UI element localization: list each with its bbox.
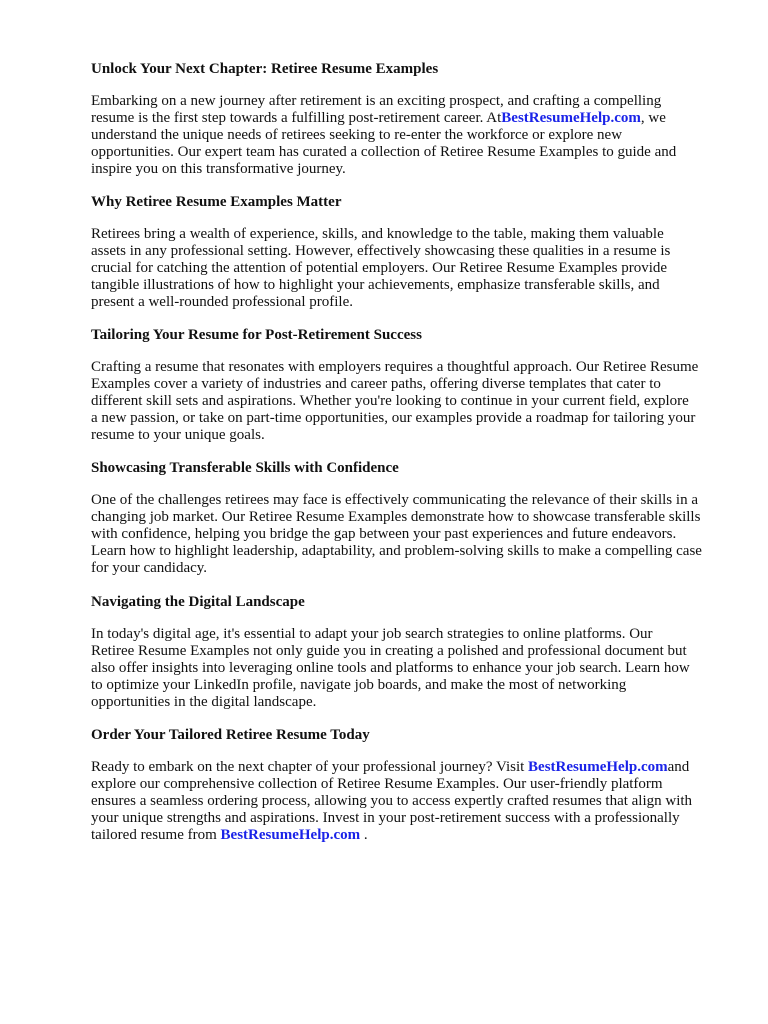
section-heading: Showcasing Transferable Skills with Confidence xyxy=(91,460,399,476)
paragraph-line: resume to your unique goals. xyxy=(91,427,265,443)
paragraph-line: Ready to embark on the next chapter of your professional journey? Visit BestResumeHelp.comand xyxy=(91,759,690,775)
section-heading: Tailoring Your Resume for Post-Retirement Success xyxy=(91,327,422,343)
closing-paragraph xyxy=(91,759,731,844)
intro-paragraph xyxy=(91,93,731,178)
paragraph-line: ensures a seamless ordering process, allowing you to access expertly crafted resumes that align with xyxy=(91,793,693,809)
paragraph-line: present a well-rounded professional profile. xyxy=(91,294,353,310)
paragraph-line: assets in any professional setting. However, effectively showcasing these qualities in a resume is xyxy=(91,243,671,259)
intro-line: Embarking on a new journey after retirement is an exciting prospect, and crafting a compelling xyxy=(91,93,662,109)
paragraph-line: tailored resume from BestResumeHelp.com . xyxy=(91,827,368,843)
paragraph-line: Learn how to highlight leadership, adaptability, and problem-solving skills to make a compelling case xyxy=(91,543,702,559)
paragraph-line: your unique strengths and aspirations. Invest in your post-retirement success with a professionally xyxy=(91,810,680,826)
paragraph-line: tangible illustrations of how to highlight your achievements, emphasize transferable skills, and xyxy=(91,277,660,293)
bestresumehelp-link[interactable]: BestResumeHelp.com xyxy=(501,110,641,126)
paragraph-line: Crafting a resume that resonates with employers requires a thoughtful approach. Our Retiree Resume xyxy=(91,359,699,375)
paragraph-line: changing job market. Our Retiree Resume Examples demonstrate how to showcase transferable skills xyxy=(91,509,701,525)
bestresumehelp-link[interactable]: BestResumeHelp.com xyxy=(528,759,668,775)
section-paragraph xyxy=(91,359,731,444)
bestresumehelp-link[interactable]: BestResumeHelp.com xyxy=(220,827,361,843)
intro-line: resume is the first step towards a fulfilling post-retirement career. AtBestResumeHelp.com, we xyxy=(91,110,666,126)
paragraph-line: with confidence, helping you bridge the gap between your past experiences and future endeavors. xyxy=(91,526,677,542)
paragraph-line: In today's digital age, it's essential to adapt your job search strategies to online platforms. Our xyxy=(91,626,653,642)
section-heading: Order Your Tailored Retiree Resume Today xyxy=(91,727,370,743)
paragraph-line: for your candidacy. xyxy=(91,560,208,576)
paragraph-line: Retiree Resume Examples not only guide you in creating a polished and professional document but xyxy=(91,643,687,659)
section-heading: Navigating the Digital Landscape xyxy=(91,594,305,610)
paragraph-line: also offer insights into leveraging online tools and platforms to enhance your job search. Learn how xyxy=(91,660,690,676)
intro-line: understand the unique needs of retirees seeking to re-enter the workforce or explore new xyxy=(91,127,623,143)
intro-line: opportunities. Our expert team has curated a collection of Retiree Resume Examples to guide and xyxy=(91,144,677,160)
paragraph-line: to optimize your LinkedIn profile, navigate job boards, and make the most of networking xyxy=(91,677,627,693)
paragraph-line: Examples cover a variety of industries and career paths, offering diverse templates that cater to xyxy=(91,376,661,392)
section-paragraph xyxy=(91,626,731,711)
paragraph-line: different skill sets and aspirations. Whether you're looking to continue in your current field, explore xyxy=(91,393,689,409)
paragraph-line: Retirees bring a wealth of experience, skills, and knowledge to the table, making them valuable xyxy=(91,226,664,242)
paragraph-line: One of the challenges retirees may face is effectively communicating the relevance of their skills in a xyxy=(91,492,698,508)
paragraph-line: crucial for catching the attention of potential employers. Our Retiree Resume Examples provide xyxy=(91,260,668,276)
section-paragraph xyxy=(91,226,731,311)
paragraph-line: opportunities in the digital landscape. xyxy=(91,694,317,710)
section-paragraph xyxy=(91,492,731,577)
intro-line: inspire you on this transformative journey. xyxy=(91,161,346,177)
paragraph-line: a new passion, or take on part-time opportunities, our examples provide a roadmap for tailoring your xyxy=(91,410,696,426)
section-heading: Why Retiree Resume Examples Matter xyxy=(91,194,342,210)
page-title: Unlock Your Next Chapter: Retiree Resume Examples xyxy=(91,61,439,77)
paragraph-line: explore our comprehensive collection of Retiree Resume Examples. Our user-friendly platform xyxy=(91,776,663,792)
